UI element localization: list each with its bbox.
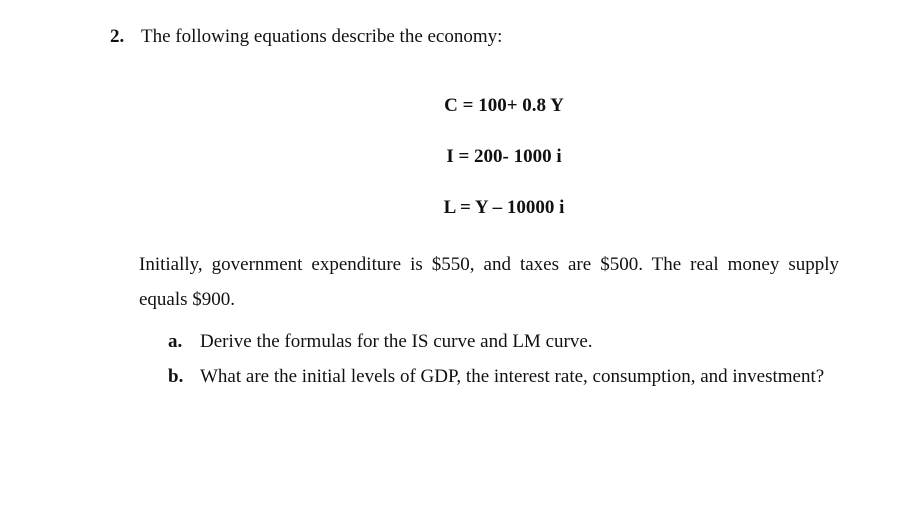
- question-stem: The following equations describe the economy:: [141, 26, 503, 47]
- subquestion-b-letter: b.: [168, 366, 184, 387]
- subquestion-a-letter: a.: [168, 331, 183, 352]
- equation-consumption: C = 100+ 0.8 Y: [444, 95, 564, 116]
- initial-conditions-paragraph: Initially, government expenditure is $550, and taxes are $500. The real money supply equals $900.: [139, 254, 839, 310]
- subquestion-b-text: What are the initial levels of GDP, the interest rate, consumption, and investment?: [200, 366, 825, 387]
- equation-money-demand: L = Y – 10000 i: [443, 197, 565, 218]
- equation-investment: I = 200- 1000 i: [446, 146, 562, 167]
- subquestion-a-text: Derive the formulas for the IS curve and LM curve.: [200, 331, 593, 352]
- question-number: 2.: [110, 26, 125, 47]
